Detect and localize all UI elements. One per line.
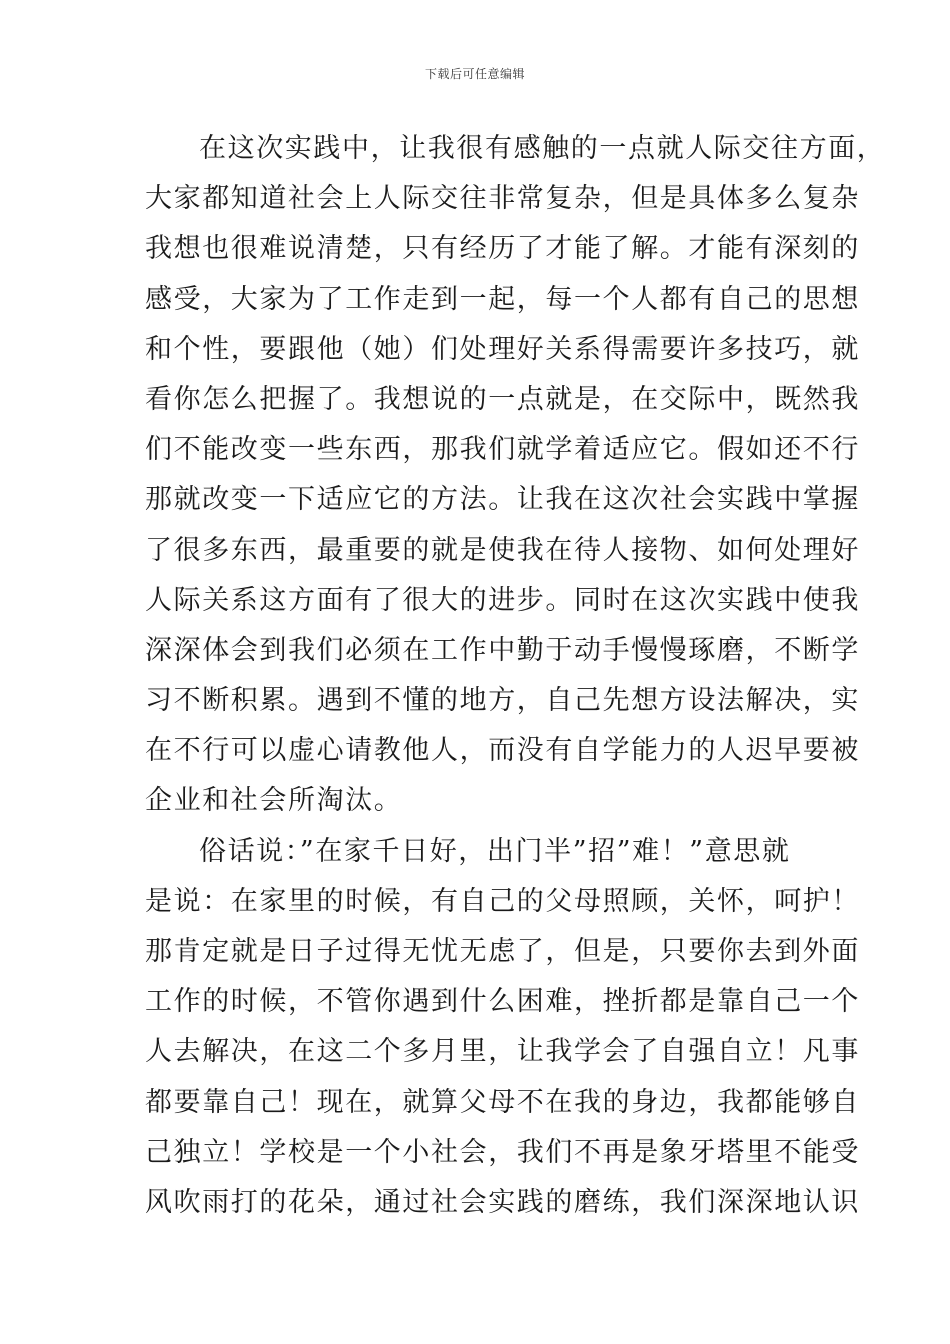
text-line: 深深体会到我们必须在工作中勤于动手慢慢琢磨，不断学 — [145, 634, 860, 666]
text-line: 习不断积累。遇到不懂的地方，自己先想方设法解决，实 — [145, 685, 860, 717]
text-line: 了很多东西，最重要的就是使我在待人接物、如何处理好 — [145, 534, 860, 566]
text-line: 俗话说：”在家千日好，出门半”招”难！”意思就 — [199, 835, 791, 867]
text-line: 大家都知道社会上人际交往非常复杂，但是具体多么复杂 — [145, 183, 860, 215]
paragraph — [145, 827, 860, 1229]
text-line: 那肯定就是日子过得无忧无虑了，但是，只要你去到外面 — [145, 936, 860, 967]
text-line: 在这次实践中，让我很有感触的一点就人际交往方面， — [199, 133, 886, 164]
page-header: 下载后可任意编辑 — [424, 67, 525, 81]
text-line: 是说：在家里的时候，有自己的父母照顾，关怀，呵护！ — [145, 885, 860, 917]
text-line: 和个性，要跟他（她）们处理好关系得需要许多技巧，就 — [145, 333, 860, 365]
text-line: 在不行可以虚心请教他人，而没有自学能力的人迟早要被 — [145, 735, 860, 767]
text-line: 们不能改变一些东西，那我们就学着适应它。假如还不行 — [145, 434, 860, 466]
text-line: 感受，大家为了工作走到一起，每一个人都有自己的思想 — [145, 283, 860, 315]
text-line: 都要靠自己！现在，就算父母不在我的身边，我都能够自 — [145, 1086, 860, 1118]
text-line: 工作的时候，不管你遇到什么困难，挫折都是靠自己一个 — [145, 986, 860, 1018]
text-line: 人去解决，在这二个多月里，让我学会了自强自立！凡事 — [145, 1036, 860, 1068]
text-line: 风吹雨打的花朵，通过社会实践的磨练，我们深深地认识 — [145, 1186, 860, 1218]
text-line: 我想也很难说清楚，只有经历了才能了解。才能有深刻的 — [145, 233, 860, 265]
text-line: 己独立！学校是一个小社会，我们不再是象牙塔里不能受 — [145, 1136, 860, 1168]
text-line: 看你怎么把握了。我想说的一点就是，在交际中，既然我 — [145, 383, 860, 415]
text-line: 人际关系这方面有了很大的进步。同时在这次实践中使我 — [145, 584, 860, 616]
text-line: 企业和社会所淘汰。 — [145, 785, 403, 817]
text-line: 那就改变一下适应它的方法。让我在这次社会实践中掌握 — [145, 484, 860, 516]
paragraph — [145, 124, 886, 827]
document-body — [145, 124, 886, 1228]
